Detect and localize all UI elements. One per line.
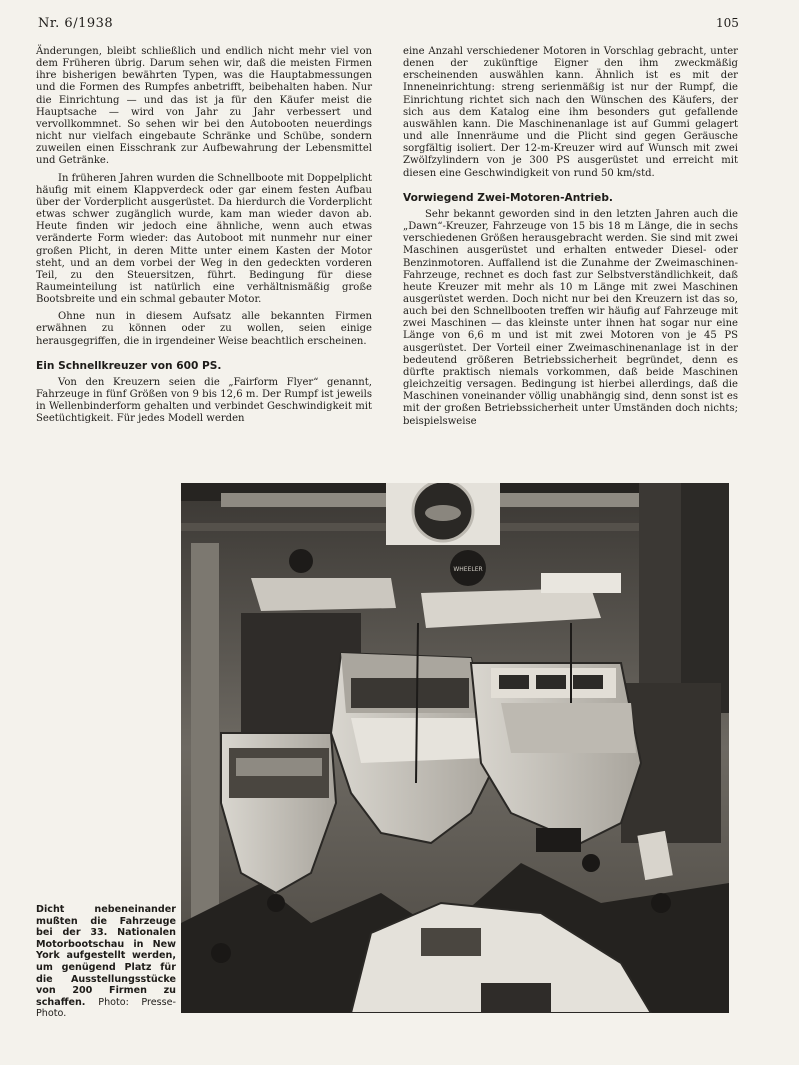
paragraph: eine Anzahl verschiedener Motoren in Vorschlag gebracht, unter denen der zukünftige Eigner den ihm zweckmäßig erscheinenden auswählen kann. Ähnlich ist es mit der Inneneinrichtung: streng serienmäßig ist nur der Rumpf, die Einrichtung richtet sich nach den Wünschen des Käufers, der sich aus dem Katalog eine ihm besonders gut gefallende auswählen kann. Die Maschinenanlage ist auf Gummi gelagert und alle Innenräume und die Plicht sind gegen Geräusche sorgfältig isoliert. Der 12-m-Kreuzer wird auf Wunsch mit zwei Zwölfzylindern von je 300 PS ausgerüstet und erreicht mit diesen eine Geschwindigkeit von rund 50 km/std. <box>403 46 738 179</box>
paragraph: Änderungen, bleibt schließlich und endlich nicht mehr viel von dem Früheren übrig. Darum sehen wir, daß die meisten Firmen ihre bisherigen bewährten Typen, was die Hauptabmessungen und die Formen des Rumpfes anbetrifft, beibehalten haben. Nur die Einrichtung — und das ist ja für den Käufer meist die Hauptsache — wird von Jahr zu Jahr verbessert und vervollkommnet. So sehen wir bei den Autobooten neuerdings nicht nur vielfach eingebaute Schränke und Schübe, sondern zuweilen einen Eisschrank zur Aufbewahrung der Lebensmittel und Getränke. <box>36 46 372 167</box>
paragraph: In früheren Jahren wurden die Schnellboote mit Doppelplicht häufig mit einem Klappverdeck oder gar einem festen Aufbau über der Vorderplicht ausgerüstet. Da hierdurch die Vorderplicht etwas schwer zugänglich wurde, kam man wieder davon ab. Heute finden wir jedoch eine ähnliche, wenn auch etwas veränderte Form wieder: das Autoboot mit nunmehr nur einer großen Plicht, in deren Mitte unter einem Kasten der Motor steht, und an dem vorbei der Weg in den gedeckten vorderen Teil, zu den Steuersitzen, führt. Bedingung für diese Raumeinteilung ist natürlich eine verhältnismäßig große Bootsbreite und ein schmal gebauter Motor. <box>36 172 372 306</box>
paragraph: Sehr bekannt geworden sind in den letzten Jahren auch die „Dawn“-Kreuzer, Fahrzeuge von 15 bis 18 m Länge, die in sechs verschiedenen Größen herausgebracht werden. Sie sind mit zwei Maschinen ausgerüstet und erhalten entweder Diesel- oder Benzinmotoren. Auffallend ist die Zunahme der Zweimaschinen-Fahrzeuge, rechnet es doch fast zur Selbstverständlichkeit, daß heute Kreuzer mit mehr als 10 m Länge mit zwei Maschinen ausgerüstet werden. Doch nicht nur bei den Kreuzern ist das so, auch bei den Schnellbooten treffen wir häufig auf Fahrzeuge mit zwei Maschinen — das kleinste unter ihnen hat sogar nur eine Länge von 6,6 m und ist mit zwei Motoren von je 45 PS ausgerüstet. Der Vorteil einer Zweimaschinenanlage ist in der bedeutend größeren Betriebssicherheit begründet, denn es dürfte praktisch niemals vorkommen, daß beide Maschinen gleichzeitig versagen. Bedingung ist hierbei allerdings, daß die Maschinen voneinander völlig unabhängig sind, denn sonst ist es mit der großen Betriebssicherheit unter Umständen doch nichts; beispielsweise <box>403 208 738 427</box>
boat-show-photo <box>181 483 729 1013</box>
section-heading: Ein Schnellkreuzer von 600 PS. <box>36 359 222 372</box>
paragraph: Von den Kreuzern seien die „Fairform Flyer“ genannt, Fahrzeuge in fünf Größen von 9 bis 12,6 m. Der Rumpf ist jeweils in Wellenbinderform gehalten und verbindet Geschwindigkeit mit Seetüchtigkeit. Für jedes Modell werden <box>36 376 372 425</box>
right-text-column <box>403 46 738 428</box>
left-text-column <box>36 46 372 426</box>
caption-text: Dicht nebeneinander mußten die Fahrzeuge bei der 33. Nationalen Motorbootschau in New York aufgestellt werden, um genügend Platz für die Ausstellungsstücke von 200 Firmen zu schaffen. <box>36 904 176 1008</box>
wheeler-sign: WHEELER <box>453 566 483 573</box>
photo-credit: Photo: Presse-Photo. <box>36 996 177 1020</box>
page-number: 105 <box>716 16 739 30</box>
photo-caption <box>36 904 176 1020</box>
page-header-issue: Nr. 6/1938 <box>38 16 114 31</box>
section-heading: Vorwiegend Zwei-Motoren-Antrieb. <box>403 191 613 204</box>
paragraph: Ohne nun in diesem Aufsatz alle bekannten Firmen erwähnen zu können oder zu wollen, seien einige herausgegriffen, die in irgendeiner Weise beachtlich erscheinen. <box>36 311 372 347</box>
